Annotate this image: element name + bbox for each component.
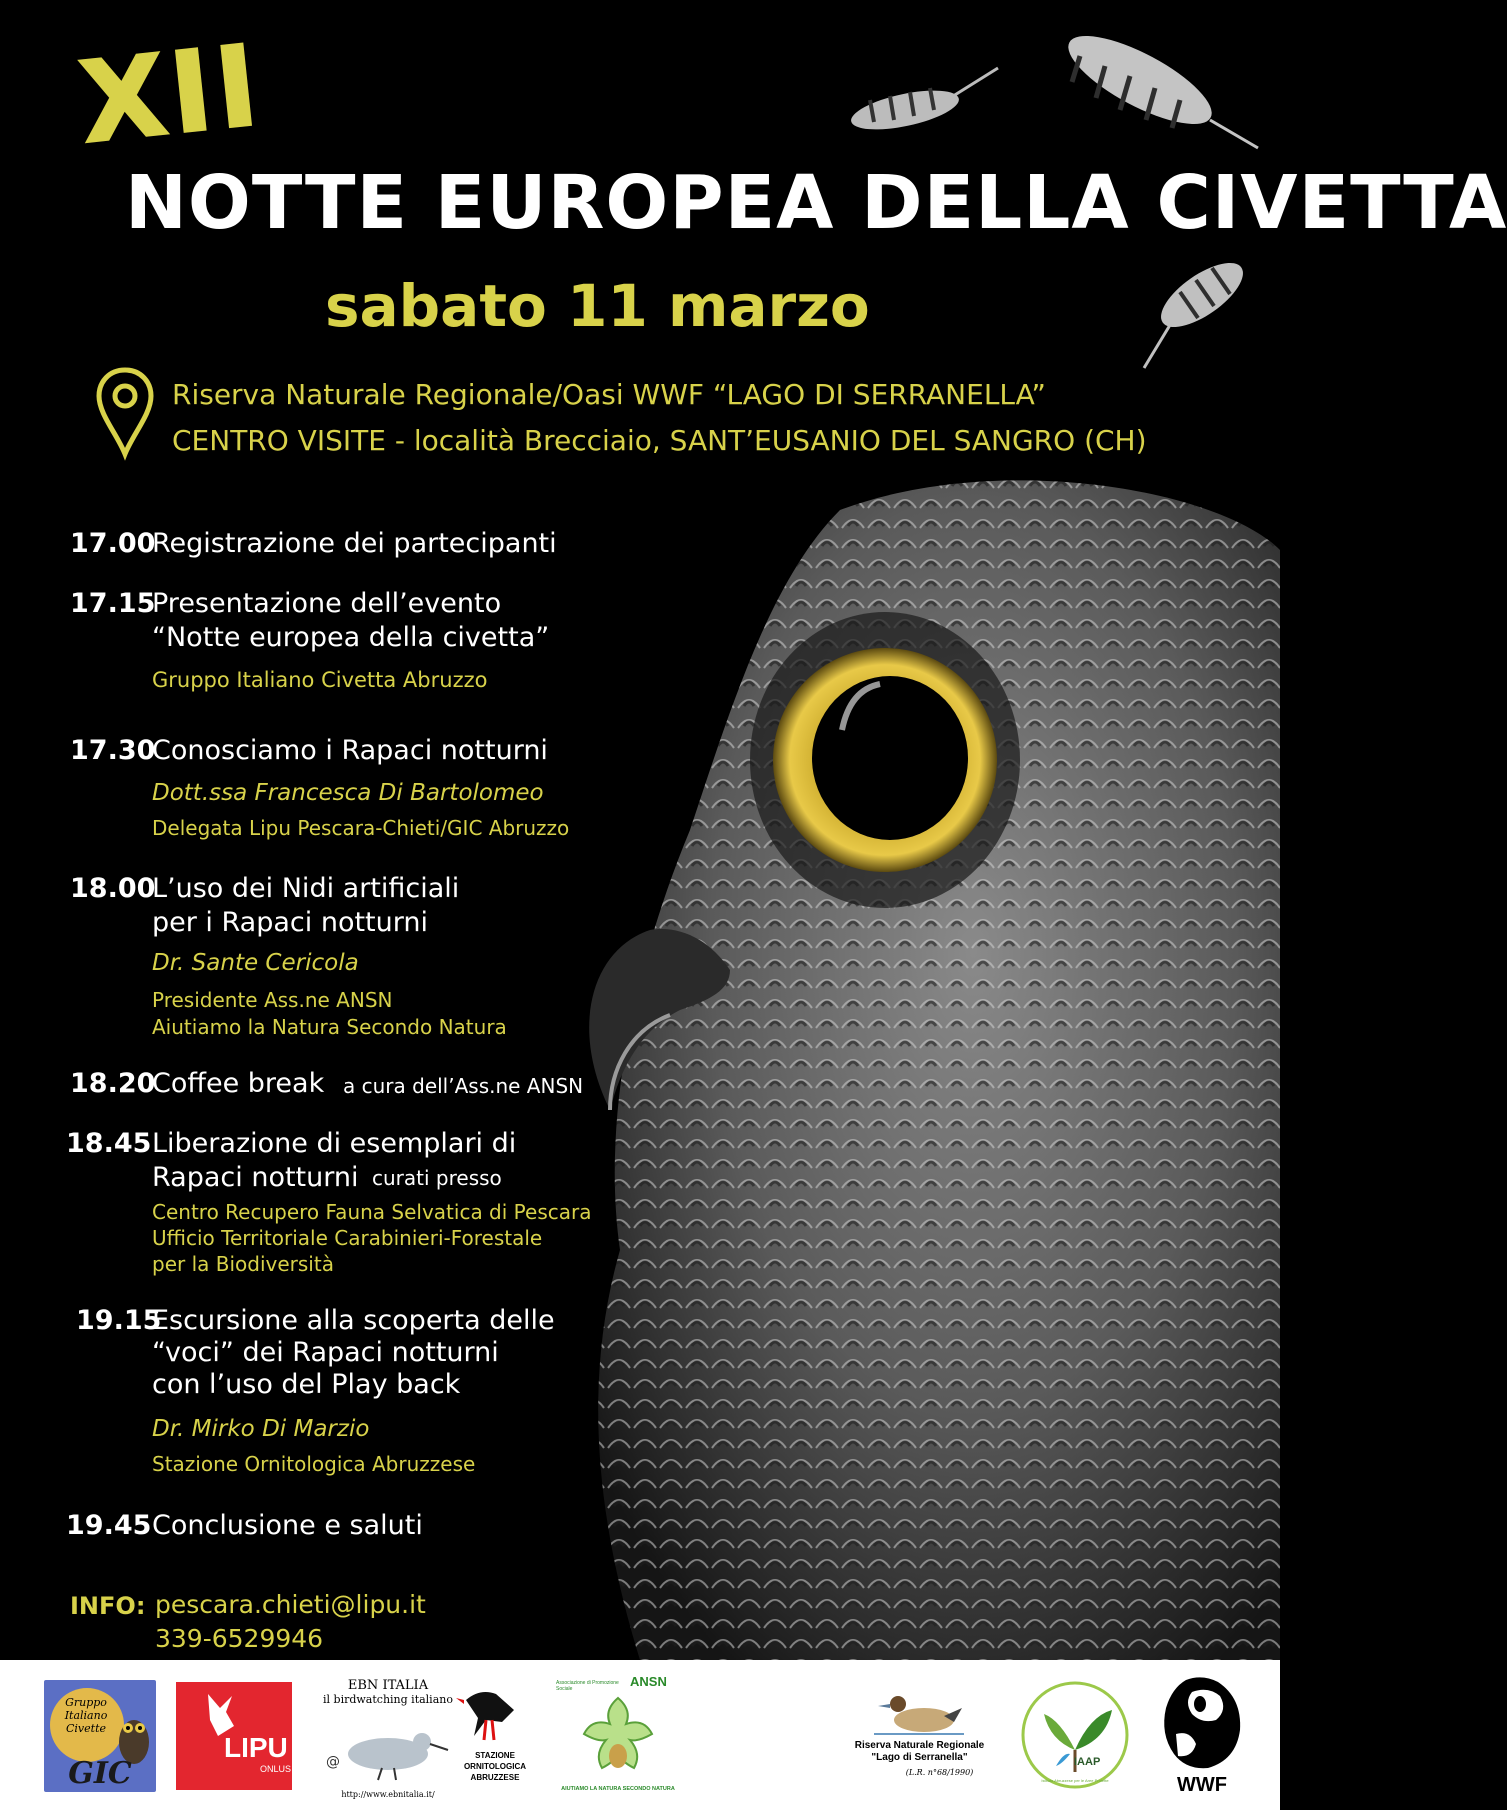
schedule-note: Delegata Lipu Pescara-Chieti/GIC Abruzzo — [152, 816, 570, 840]
feather-icon — [850, 60, 1000, 150]
schedule-time: 19.15 — [76, 1305, 162, 1336]
schedule-activity: Presentazione dell’evento — [152, 588, 502, 619]
serranella-line3: (L.R. n°68/1990) — [905, 1768, 974, 1777]
ansn-name: ANSN — [630, 1674, 667, 1689]
info-phone[interactable]: 339-6529946 — [155, 1624, 324, 1653]
ansn-logo — [556, 1674, 680, 1802]
serranella-line2: "Lago di Serranella" — [871, 1752, 968, 1763]
schedule-activity: Coffee break — [152, 1068, 325, 1099]
schedule-time: 18.45 — [66, 1128, 152, 1159]
gic-abbr: GIC — [68, 1756, 132, 1791]
schedule-activity: Conosciamo i Rapaci notturni — [152, 735, 548, 766]
venue-address: CENTRO VISITE - località Brecciaio, SANT’EUSANIO DEL SANGRO (CH) — [172, 424, 1147, 457]
oak-leaf-icon — [568, 1694, 668, 1782]
gic-line3: Civette — [65, 1722, 106, 1735]
schedule-time: 17.00 — [70, 528, 156, 559]
duck-icon — [874, 1690, 964, 1736]
schedule-note: Stazione Ornitologica Abruzzese — [152, 1452, 476, 1476]
serranella-line1: Riserva Naturale Regionale — [854, 1740, 985, 1751]
soa-line3: ABRUZZESE — [470, 1773, 520, 1782]
schedule-activity: “voci” dei Rapaci notturni — [152, 1337, 499, 1368]
chough-icon — [456, 1680, 532, 1746]
sponsor-logos — [0, 1660, 1280, 1810]
schedule-speaker: Dott.ssa Francesca Di Bartolomeo — [152, 780, 544, 806]
event-title: NOTTE EUROPEA DELLA CIVETTA — [125, 160, 1507, 246]
schedule-activity: L’uso dei Nidi artificiali — [152, 873, 460, 904]
schedule-time: 18.20 — [70, 1068, 156, 1099]
schedule-note: curati presso — [372, 1166, 502, 1190]
schedule-note: a cura dell’Ass.ne ANSN — [343, 1074, 584, 1098]
schedule-time: 17.30 — [70, 735, 156, 766]
panda-icon — [1156, 1674, 1248, 1772]
schedule-time: 17.15 — [70, 588, 156, 619]
gic-line1: Gruppo — [65, 1696, 107, 1709]
owl-illustration — [580, 470, 1280, 1660]
schedule-activity: Registrazione dei partecipanti — [152, 528, 557, 559]
schedule-activity: per i Rapaci notturni — [152, 907, 428, 938]
iaap-ring: Istituto Abruzzese per le Aree Protette — [1041, 1778, 1109, 1783]
ebn-subtitle: il birdwatching italiano — [323, 1693, 453, 1706]
gic-line2: Italiano — [64, 1709, 108, 1722]
schedule-activity: Escursione alla scoperta delle — [152, 1305, 555, 1336]
schedule-note: Presidente Ass.ne ANSN — [152, 988, 393, 1012]
ebn-title: EBN ITALIA — [347, 1678, 429, 1693]
soa-line1: STAZIONE — [475, 1751, 515, 1760]
feather-icon — [1140, 240, 1250, 370]
ebn-url: http://www.ebnitalia.it/ — [341, 1790, 435, 1799]
soa-line2: ORNITOLOGICA — [463, 1762, 527, 1771]
lipu-logo — [176, 1682, 292, 1790]
schedule-note: per la Biodiversità — [152, 1252, 334, 1276]
schedule-time: 19.45 — [66, 1510, 152, 1541]
schedule-time: 18.00 — [70, 873, 156, 904]
schedule-note: Centro Recupero Fauna Selvatica di Pescara — [152, 1200, 592, 1224]
lipu-sub: ONLUS — [260, 1764, 292, 1774]
schedule-note: Ufficio Territoriale Carabinieri-Forestale — [152, 1226, 543, 1250]
iaap-logo — [1020, 1680, 1130, 1790]
wwf-name: WWF — [1177, 1774, 1227, 1796]
schedule-activity: Rapaci notturni — [152, 1162, 359, 1193]
gic-logo — [44, 1680, 156, 1792]
soa-logo — [450, 1680, 540, 1798]
schedule-activity: con l’uso del Play back — [152, 1369, 461, 1400]
serranella-logo — [852, 1690, 987, 1790]
schedule-note: Aiutiamo la Natura Secondo Natura — [152, 1015, 507, 1039]
venue-name: Riserva Naturale Regionale/Oasi WWF “LAGO DI SERRANELLA” — [172, 378, 1046, 411]
info-email[interactable]: pescara.chieti@lipu.it — [155, 1590, 426, 1619]
info-label: INFO: — [70, 1592, 146, 1620]
schedule-speaker: Dr. Sante Cericola — [152, 950, 359, 976]
schedule-activity: Conclusione e saluti — [152, 1510, 423, 1541]
iaap-name: IAAP — [1074, 1756, 1101, 1768]
schedule-note: Gruppo Italiano Civetta Abruzzo — [152, 668, 488, 692]
schedule-speaker: Dr. Mirko Di Marzio — [152, 1416, 370, 1442]
lipu-name: LIPU — [224, 1732, 288, 1763]
wwf-logo — [1152, 1674, 1252, 1800]
svg-text:@: @ — [326, 1754, 340, 1770]
ansn-bottom: AIUTIAMO LA NATURA SECONDO NATURA — [561, 1786, 675, 1792]
edition-number: XII — [73, 20, 268, 170]
sandpiper-icon — [322, 1716, 452, 1782]
schedule-activity: “Notte europea della civetta” — [152, 622, 550, 653]
sprout-icon — [1020, 1680, 1130, 1790]
feather-icon — [1060, 20, 1260, 150]
location-pin-icon — [95, 366, 155, 458]
ebn-logo — [318, 1678, 458, 1802]
ansn-top: Associazione di Promozione Sociale — [556, 1680, 619, 1692]
schedule-activity: Liberazione di esemplari di — [152, 1128, 517, 1159]
event-date: sabato 11 marzo — [325, 272, 870, 340]
